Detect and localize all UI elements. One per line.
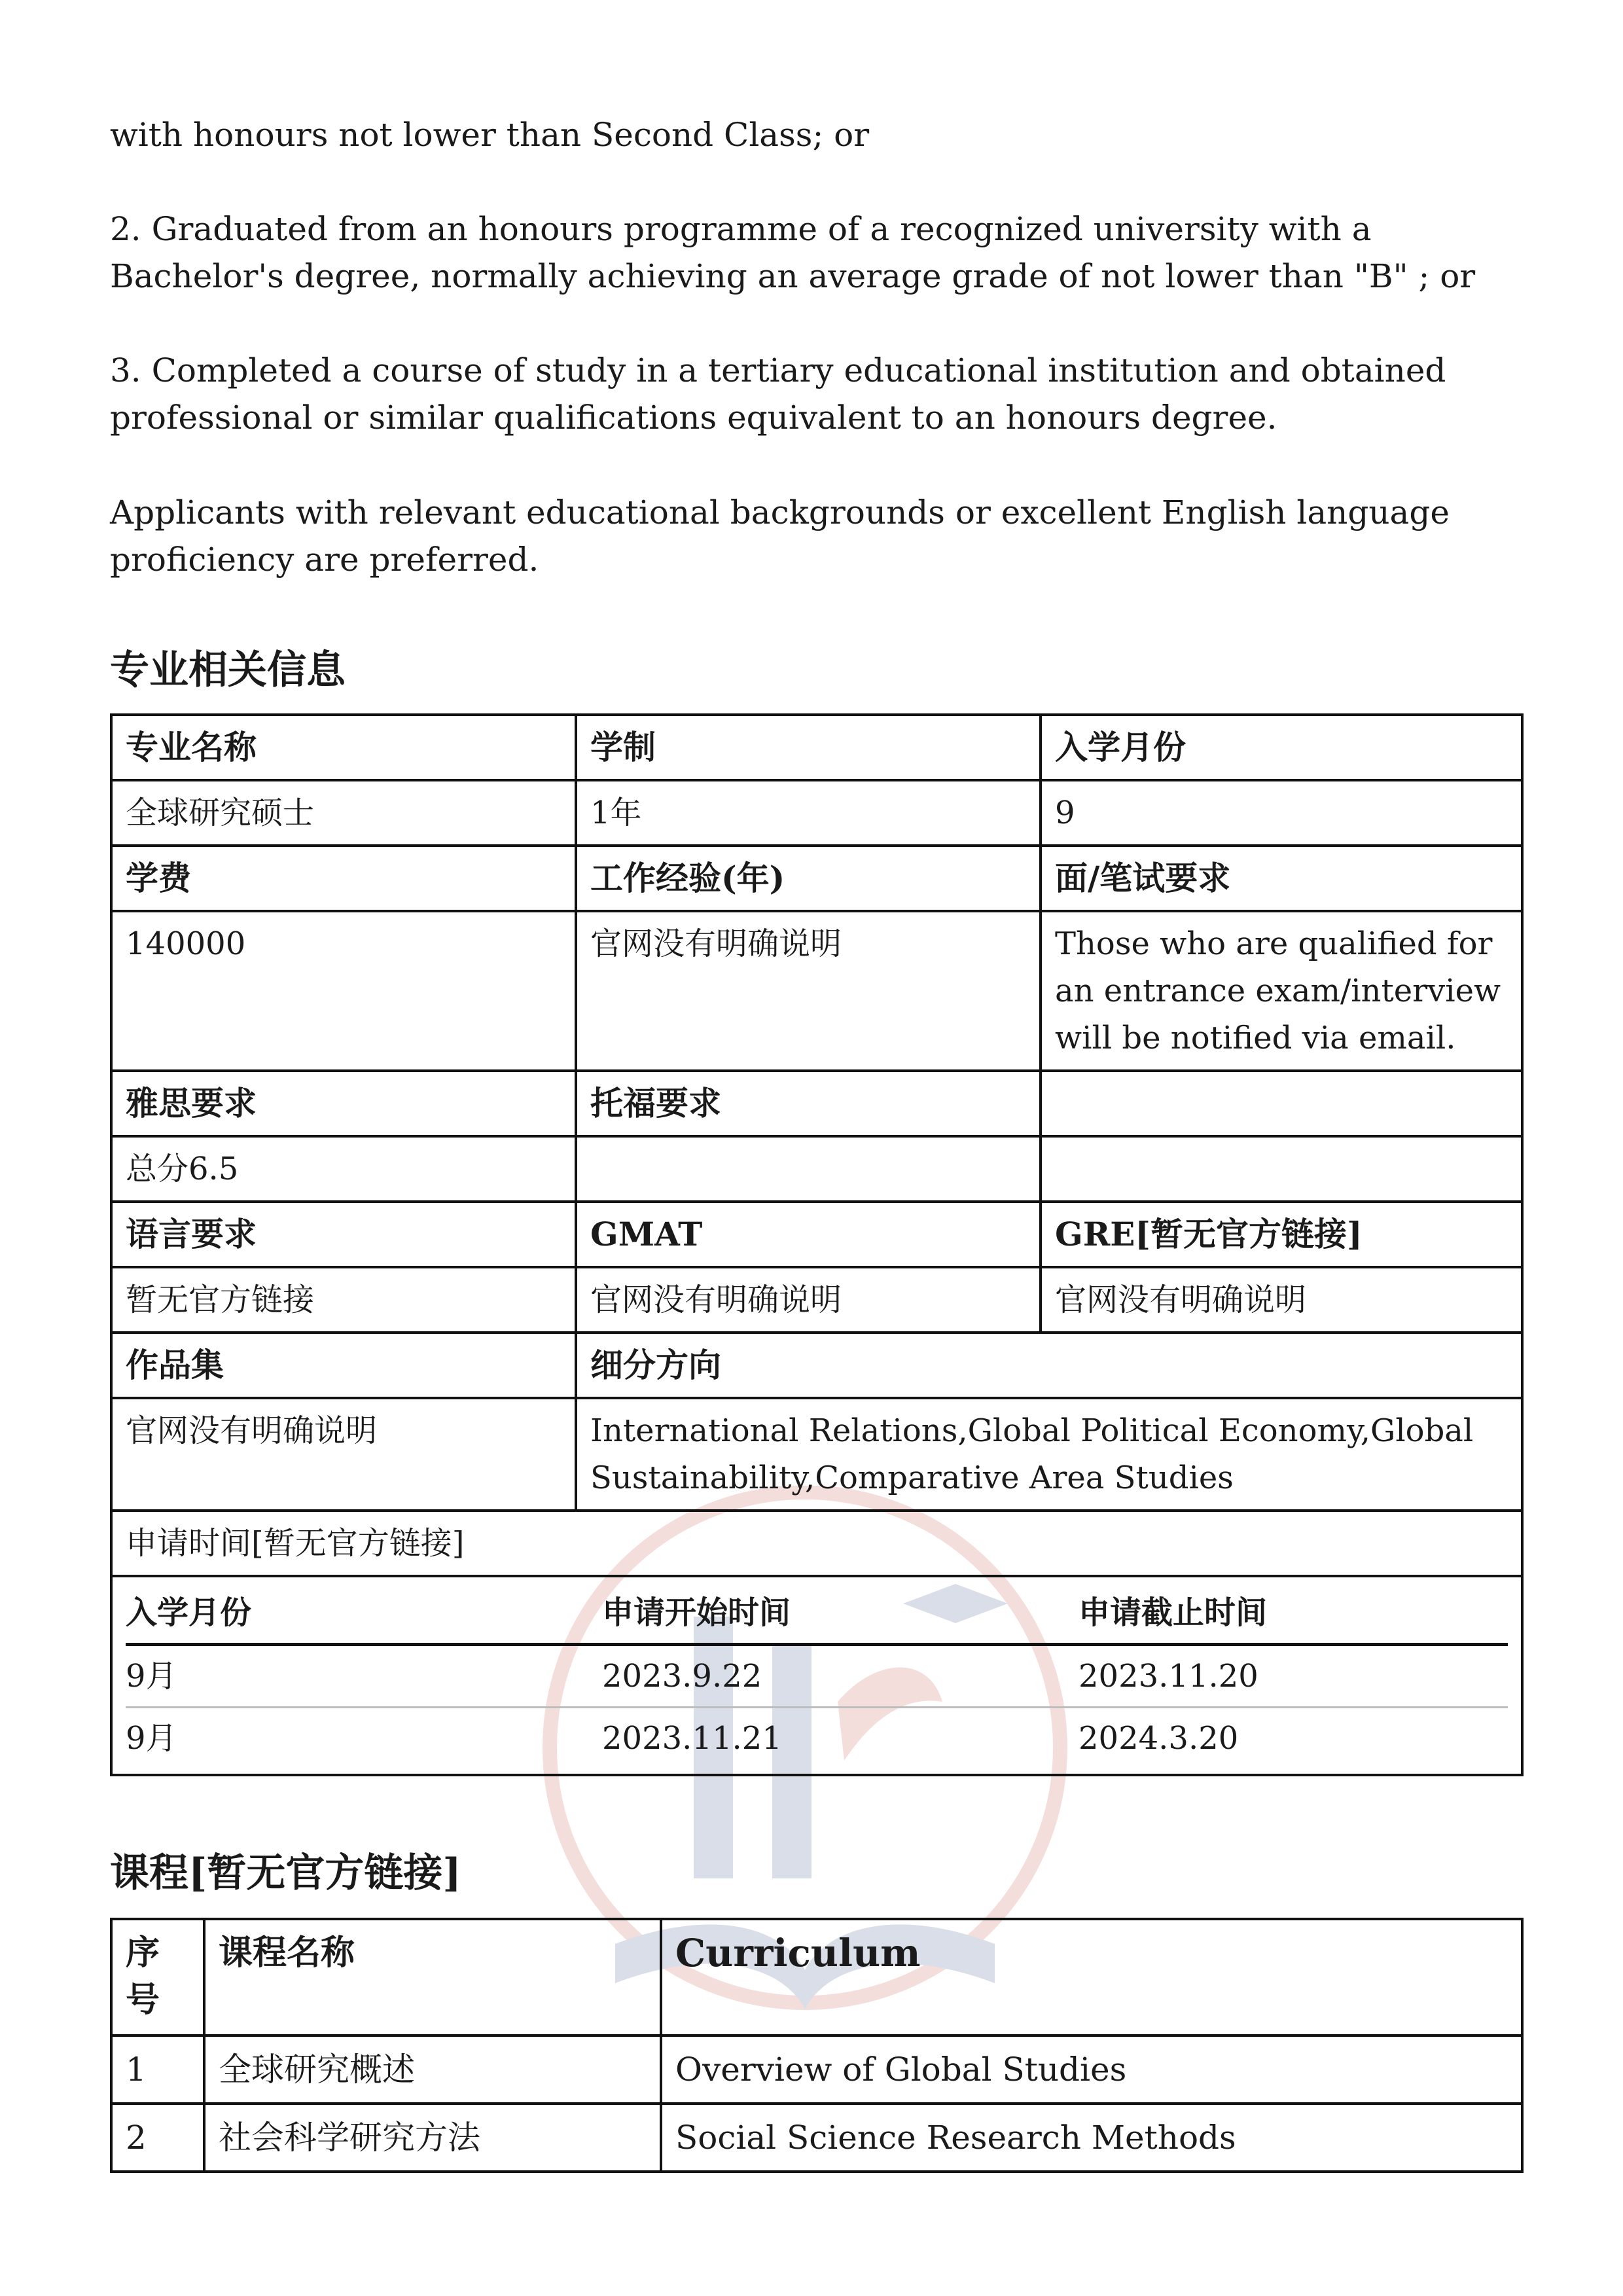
course-curriculum: Overview of Global Studies xyxy=(661,2036,1522,2104)
table-row xyxy=(111,2104,1522,2172)
value-portfolio: 官网没有明确说明 xyxy=(111,1398,576,1511)
value-program-name: 全球研究硕士 xyxy=(111,780,576,846)
app-header-start: 申请开始时间 xyxy=(602,1583,1079,1645)
table-row xyxy=(111,2036,1522,2104)
empty-cell xyxy=(1041,1136,1522,1202)
section-heading-program-info: 专业相关信息 xyxy=(110,647,346,693)
header-portfolio: 作品集 xyxy=(111,1333,576,1398)
app-header-intake: 入学月份 xyxy=(126,1583,602,1645)
header-curriculum: Curriculum xyxy=(661,1919,1522,2036)
intro-preferred: Applicants with relevant educational backgrounds or excellent English language proficiency are preferred. xyxy=(110,493,1450,579)
header-gre: GRE[暂无官方链接] xyxy=(1041,1202,1522,1267)
course-number: 2 xyxy=(111,2104,204,2172)
table-row xyxy=(111,1136,1522,1202)
header-intake-month: 入学月份 xyxy=(1041,715,1522,780)
app-header-deadline: 申请截止时间 xyxy=(1079,1583,1508,1645)
intro-line-1: with honours not lower than Second Class; or xyxy=(110,116,870,154)
app-cell: 9月 xyxy=(126,1645,602,1708)
table-row xyxy=(111,1333,1522,1398)
header-work-experience: 工作经验(年) xyxy=(576,846,1041,911)
table-row xyxy=(126,1583,1508,1645)
header-tuition: 学费 xyxy=(111,846,576,911)
value-gmat: 官网没有明确说明 xyxy=(576,1267,1041,1333)
app-cell: 2023.11.21 xyxy=(602,1720,782,1757)
value-ielts: 总分6.5 xyxy=(111,1136,576,1202)
courses-table xyxy=(110,1918,1524,2173)
intro-item-2: 2. Graduated from an honours programme of a recognized university with a Bachelor's degree, normally achieving an average grade of not lower than "B" ; or xyxy=(110,210,1476,295)
value-direction: International Relations,Global Political Economy,Global Sustainability,Comparative Area Studies xyxy=(576,1398,1522,1511)
value-intake-month: 9 xyxy=(1041,780,1522,846)
course-number: 1 xyxy=(111,2036,204,2104)
table-row xyxy=(111,1398,1522,1511)
header-direction: 细分方向 xyxy=(576,1333,1522,1398)
table-row xyxy=(111,1267,1522,1333)
table-row xyxy=(111,1071,1522,1136)
program-info-table xyxy=(110,713,1524,1776)
header-toefl: 托福要求 xyxy=(576,1071,1041,1136)
app-cell: 2023.11.20 xyxy=(1079,1645,1508,1708)
value-duration: 1年 xyxy=(576,780,1041,846)
section-heading-courses: 课程[暂无官方链接] xyxy=(110,1850,461,1896)
table-row xyxy=(111,1919,1522,2036)
header-interview: 面/笔试要求 xyxy=(1041,846,1522,911)
application-time-container xyxy=(111,1576,1522,1775)
table-row xyxy=(111,1576,1522,1775)
value-work-experience: 官网没有明确说明 xyxy=(576,911,1041,1071)
application-time-table xyxy=(126,1583,1508,1768)
header-duration: 学制 xyxy=(576,715,1041,780)
table-row xyxy=(111,846,1522,911)
table-row xyxy=(111,780,1522,846)
header-program-name: 专业名称 xyxy=(111,715,576,780)
course-name: 社会科学研究方法 xyxy=(204,2104,661,2172)
table-row xyxy=(126,1708,1508,1769)
app-cell: 9月 xyxy=(126,1720,177,1757)
value-gre: 官网没有明确说明 xyxy=(1041,1267,1522,1333)
course-curriculum: Social Science Research Methods xyxy=(661,2104,1522,2172)
value-tuition: 140000 xyxy=(111,911,576,1071)
empty-cell xyxy=(1041,1071,1522,1136)
table-row xyxy=(111,1511,1522,1576)
table-row xyxy=(111,911,1522,1071)
value-interview: Those who are qualified for an entrance exam/interview will be notified via email. xyxy=(1041,911,1522,1071)
table-row xyxy=(126,1645,1508,1708)
value-toefl xyxy=(576,1136,1041,1202)
value-language: 暂无官方链接 xyxy=(111,1267,576,1333)
application-time-title: 申请时间[暂无官方链接] xyxy=(111,1511,1522,1576)
app-cell: 2024.3.20 xyxy=(1079,1720,1239,1757)
course-name: 全球研究概述 xyxy=(204,2036,661,2104)
header-language: 语言要求 xyxy=(111,1202,576,1267)
header-ielts: 雅思要求 xyxy=(111,1071,576,1136)
app-cell: 2023.9.22 xyxy=(602,1645,1079,1708)
header-number: 序号 xyxy=(111,1919,204,2036)
table-row xyxy=(111,715,1522,780)
header-gmat: GMAT xyxy=(576,1202,1041,1267)
intro-item-3: 3. Completed a course of study in a tertiary educational institution and obtained professional or similar qualifications equivalent to an honours degree. xyxy=(110,351,1446,437)
header-course-name: 课程名称 xyxy=(204,1919,661,2036)
table-row xyxy=(111,1202,1522,1267)
